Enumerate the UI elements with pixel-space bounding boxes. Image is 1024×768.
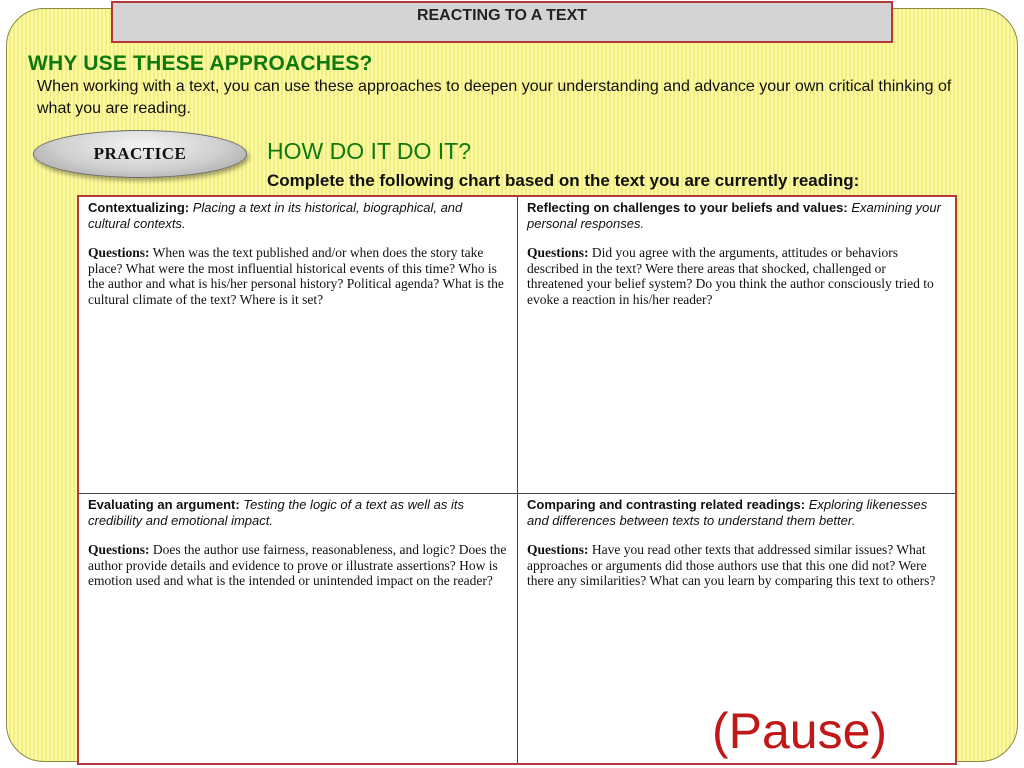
questions-label: Questions: — [88, 245, 150, 260]
cell-description: Placing a text in its historical, biographical, and cultural contexts. — [88, 200, 463, 231]
questions-label: Questions: — [88, 542, 150, 557]
cell-heading — [88, 200, 507, 232]
cell-description: Exploring likenesses and differences between texts to understand them better. — [527, 497, 928, 528]
cell-questions — [88, 245, 507, 307]
cell-label: Reflecting on challenges to your beliefs and values: — [527, 200, 848, 215]
chart-cell-evaluating[interactable] — [79, 494, 518, 763]
cell-questions — [527, 245, 945, 307]
slide-title: REACTING TO A TEXT — [111, 1, 893, 43]
cell-label: Evaluating an argument: — [88, 497, 240, 512]
approaches-chart — [77, 195, 957, 765]
questions-text: Does the author use fairness, reasonableness, and logic? Does the author provide details and evidence to prove or illustrate assertions? How is emotion used and what is the intended or unintended impact on the reader? — [88, 542, 507, 588]
questions-text: Did you agree with the arguments, attitudes or behaviors described in the text? Were there areas that shocked, challenged or threatened your belief system? Do you think the author consciously tried to evoke a reaction in his/her reader? — [527, 245, 934, 307]
practice-button[interactable]: PRACTICE — [33, 130, 247, 178]
how-subheading: Complete the following chart based on the text you are currently reading: — [267, 171, 860, 190]
questions-text: Have you read other texts that addressed similar issues? What approaches or arguments did those authors use that this one did not? Were there any similarities? What can you learn by comparing this text to others? — [527, 542, 936, 588]
why-body-text: When working with a text, you can use these approaches to deepen your understanding and advance your own critical thinking of what you are reading. — [37, 78, 952, 117]
how-heading: HOW DO IT DO IT? — [267, 138, 472, 164]
cell-heading — [88, 497, 507, 529]
cell-description: Examining your personal responses. — [527, 200, 941, 231]
cell-label: Comparing and contrasting related readings: — [527, 497, 806, 512]
cell-heading — [527, 200, 945, 232]
cell-description: Testing the logic of a text as well as its credibility and emotional impact. — [88, 497, 464, 528]
chart-cell-reflecting[interactable] — [518, 197, 955, 494]
questions-label: Questions: — [527, 542, 589, 557]
cell-questions — [527, 542, 945, 589]
questions-label: Questions: — [527, 245, 589, 260]
pause-label: (Pause) — [712, 703, 888, 759]
chart-cell-contextualizing[interactable] — [79, 197, 518, 494]
cell-questions — [88, 542, 507, 589]
why-heading: WHY USE THESE APPROACHES? — [28, 52, 373, 75]
cell-heading — [527, 497, 945, 529]
cell-label: Contextualizing: — [88, 200, 190, 215]
questions-text: When was the text published and/or when does the story take place? What were the most influential historical events of this time? Who is the author and what is his/her personal history? Political agenda? What is the cultural climate of the text? Where is it set? — [88, 245, 504, 307]
